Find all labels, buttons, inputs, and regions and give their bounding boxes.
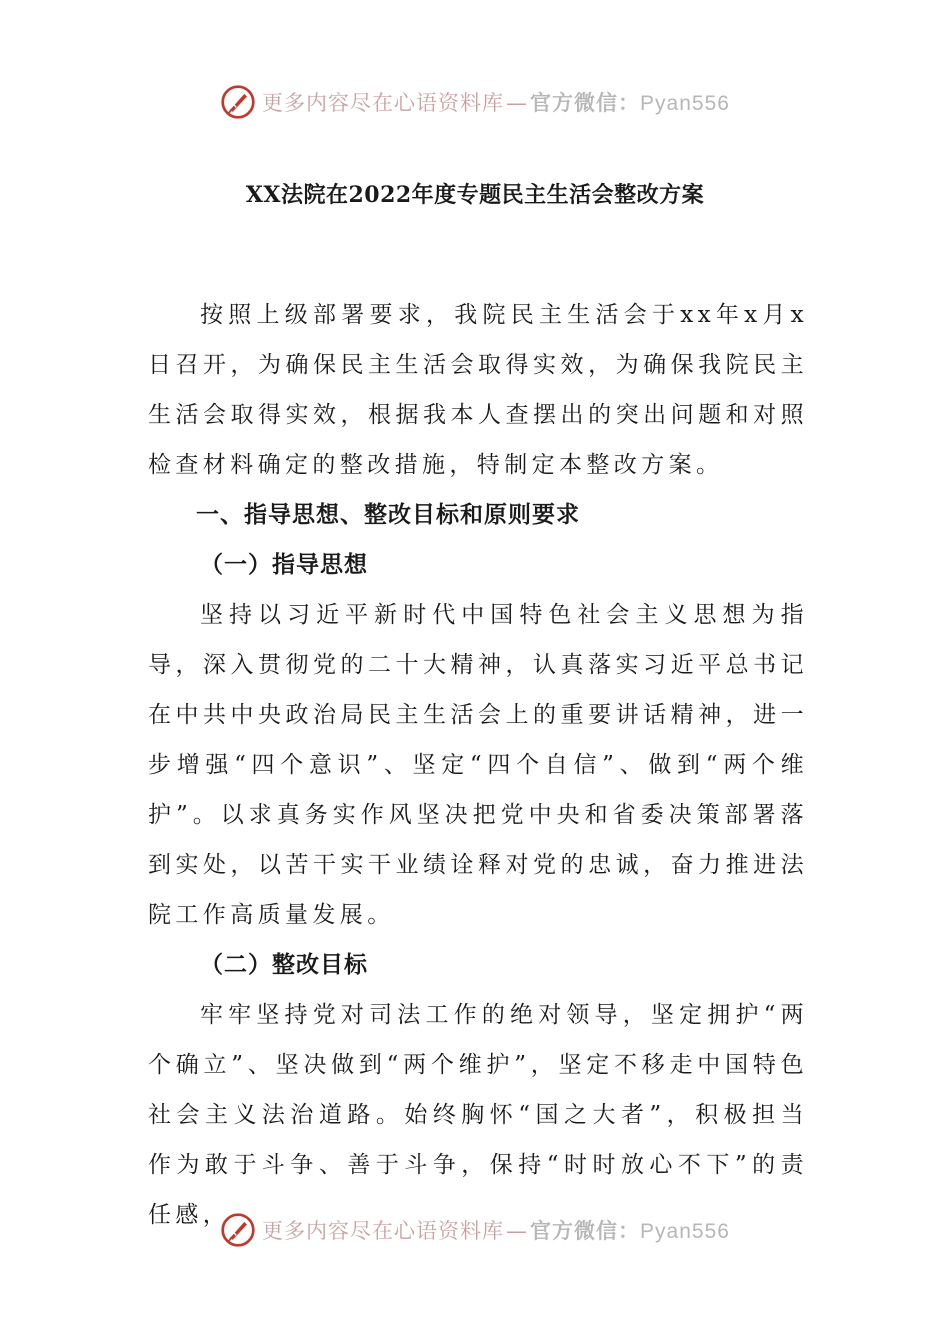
section-heading-1: 一、指导思想、整改目标和原则要求 bbox=[196, 502, 580, 528]
footer-banner bbox=[0, 1208, 950, 1252]
header-banner bbox=[0, 80, 950, 124]
banner-text: 更多内容尽在心语资料库—官方微信：Pyan556 bbox=[262, 1219, 730, 1243]
banner-text: 更多内容尽在心语资料库—官方微信：Pyan556 bbox=[262, 91, 730, 115]
document-body bbox=[148, 290, 808, 1240]
subsection-heading-guiding-ideology: （一）指导思想 bbox=[200, 552, 368, 578]
intro-paragraph: 按照上级部署要求，我院民主生活会于xx年x月x日召开，为确保民主生活会取得实效，为确保我院民主生活会取得实效，根据我本人查摆出的突出问题和对照检查材料确定的整改措施，特制定本整改方案。 bbox=[148, 302, 808, 478]
quill-pen-logo-icon bbox=[220, 84, 256, 120]
document-title: XX法院在2022年度专题民主生活会整改方案 bbox=[245, 182, 705, 208]
guiding-ideology-paragraph: 坚持以习近平新时代中国特色社会主义思想为指导，深入贯彻党的二十大精神，认真落实习近平总书记在中共中央政治局民主生活会上的重要讲话精神，进一步增强“四个意识”、坚定“四个自信”、做到“两个维护”。以求真务实作风坚决把党中央和省委决策部署落到实处，以苦干实干业绩诠释对党的忠诚，奋力推进法院工作高质量发展。 bbox=[148, 602, 808, 928]
quill-pen-logo-icon bbox=[220, 1212, 256, 1248]
subsection-heading-rectification-goals: （二）整改目标 bbox=[200, 952, 368, 978]
rectification-goals-paragraph: 牢牢坚持党对司法工作的绝对领导，坚定拥护“两个确立”、坚决做到“两个维护”，坚定不移走中国特色社会主义法治道路。始终胸怀“国之大者”，积极担当作为敢于斗争、善于斗争，保持“时时放心不下”的责任感， bbox=[148, 1002, 808, 1228]
